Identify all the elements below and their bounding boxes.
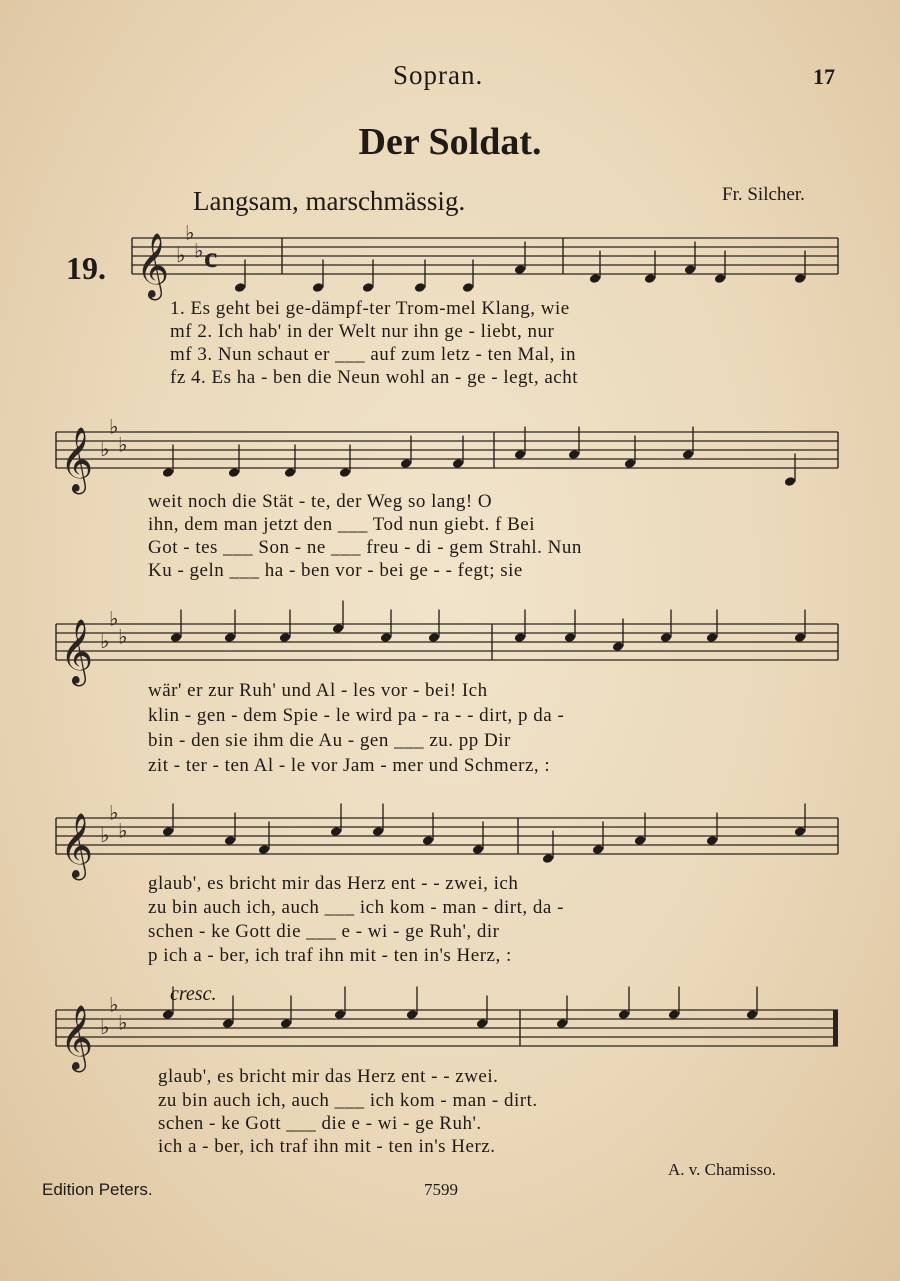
flat-sign-icon: ♭ xyxy=(118,626,128,649)
lyric-line-s3-v4: zit - ter - ten Al - le vor Jam - mer und Schmerz, : xyxy=(148,755,551,776)
lyric-line-s4-v3: schen - ke Gott die ___ e - wi - ge Ruh', dir xyxy=(148,921,500,942)
flat-sign-icon: ♭ xyxy=(109,608,119,631)
lyric-line-s3-v3: bin - den sie ihm die Au - gen ___ zu. pp Dir xyxy=(148,730,511,751)
lyric-line-s5-v2: zu bin auch ich, auch ___ ich kom - man - dirt. xyxy=(158,1090,538,1111)
lyric-line-s5-v4: ich a - ber, ich traf ihn mit - ten in's Herz. xyxy=(158,1136,496,1157)
plate-number: 7599 xyxy=(424,1180,458,1199)
page-number: 17 xyxy=(813,64,835,89)
lyric-line-s2-v3: Got - tes ___ Son - ne ___ freu - di - gem Strahl. Nun xyxy=(148,537,582,558)
flat-sign-icon: ♭ xyxy=(109,994,119,1017)
common-time-icon: c xyxy=(204,241,218,274)
flat-sign-icon: ♭ xyxy=(118,434,128,457)
lyric-line-s3-v1: wär' er zur Ruh' und Al - les vor - bei! Ich xyxy=(148,680,488,701)
treble-clef-icon: 𝄞 xyxy=(60,1007,94,1069)
lyric-line-s5-v1: glaub', es bricht mir das Herz ent - - zwei. xyxy=(158,1066,499,1087)
flat-sign-icon: ♭ xyxy=(109,802,119,825)
flat-sign-icon: ♭ xyxy=(194,240,204,263)
lyric-line-s1-v4: fz 4. Es ha - ben die Neun wohl an - ge - legt, acht xyxy=(170,367,578,388)
lyric-line-s3-v2: klin - gen - dem Spie - le wird pa - ra - - dirt, p da - xyxy=(148,705,565,726)
flat-sign-icon: ♭ xyxy=(100,631,110,653)
composer-credit: Fr. Silcher. xyxy=(722,184,805,205)
poet-credit: A. v. Chamisso. xyxy=(668,1160,776,1179)
flat-sign-icon: ♭ xyxy=(118,1012,128,1035)
lyric-line-s1-v2: mf 2. Ich hab' in der Welt nur ihn ge - liebt, nur xyxy=(170,321,555,342)
flat-sign-icon: ♭ xyxy=(109,416,119,439)
tempo-marking: Langsam, marschmässig. xyxy=(193,186,466,216)
song-number: 19. xyxy=(66,250,106,286)
final-barline xyxy=(833,1010,838,1046)
treble-clef-icon: 𝄞 xyxy=(60,621,94,683)
cresc-marking: cresc. xyxy=(170,983,217,1005)
song-title: Der Soldat. xyxy=(358,121,542,163)
voice-part-label: Sopran. xyxy=(393,60,484,90)
lyric-line-s1-v3: mf 3. Nun schaut er ___ auf zum letz - ten Mal, in xyxy=(170,344,576,365)
flat-sign-icon: ♭ xyxy=(100,1017,110,1039)
lyric-line-s2-v4: Ku - geln ___ ha - ben vor - bei ge - - fegt; sie xyxy=(148,560,523,581)
lyric-line-s2-v2: ihn, dem man jetzt den ___ Tod nun giebt. f Bei xyxy=(148,514,535,535)
treble-clef-icon: 𝄞 xyxy=(60,429,94,491)
lyric-line-s2-v1: weit noch die Stät - te, der Weg so lang! O xyxy=(148,491,493,512)
edition-label: Edition Peters. xyxy=(42,1180,153,1199)
lyric-line-s4-v2: zu bin auch ich, auch ___ ich kom - man - dirt, da - xyxy=(148,897,564,918)
flat-sign-icon: ♭ xyxy=(100,439,110,461)
flat-sign-icon: ♭ xyxy=(118,820,128,843)
flat-sign-icon: ♭ xyxy=(100,825,110,847)
lyric-line-s4-v1: glaub', es bricht mir das Herz ent - - zwei, ich xyxy=(148,873,519,894)
treble-clef-icon: 𝄞 xyxy=(60,815,94,877)
lyric-line-s4-v4: p ich a - ber, ich traf ihn mit - ten in's Herz, : xyxy=(148,945,512,966)
flat-sign-icon: ♭ xyxy=(176,245,186,267)
lyric-line-s5-v3: schen - ke Gott ___ die e - wi - ge Ruh'. xyxy=(158,1113,482,1134)
lyric-line-s1-v1: 1. Es geht bei ge-dämpf-ter Trom-mel Klang, wie xyxy=(170,298,570,319)
treble-clef-icon: 𝄞 xyxy=(136,235,170,297)
flat-sign-icon: ♭ xyxy=(185,222,195,245)
